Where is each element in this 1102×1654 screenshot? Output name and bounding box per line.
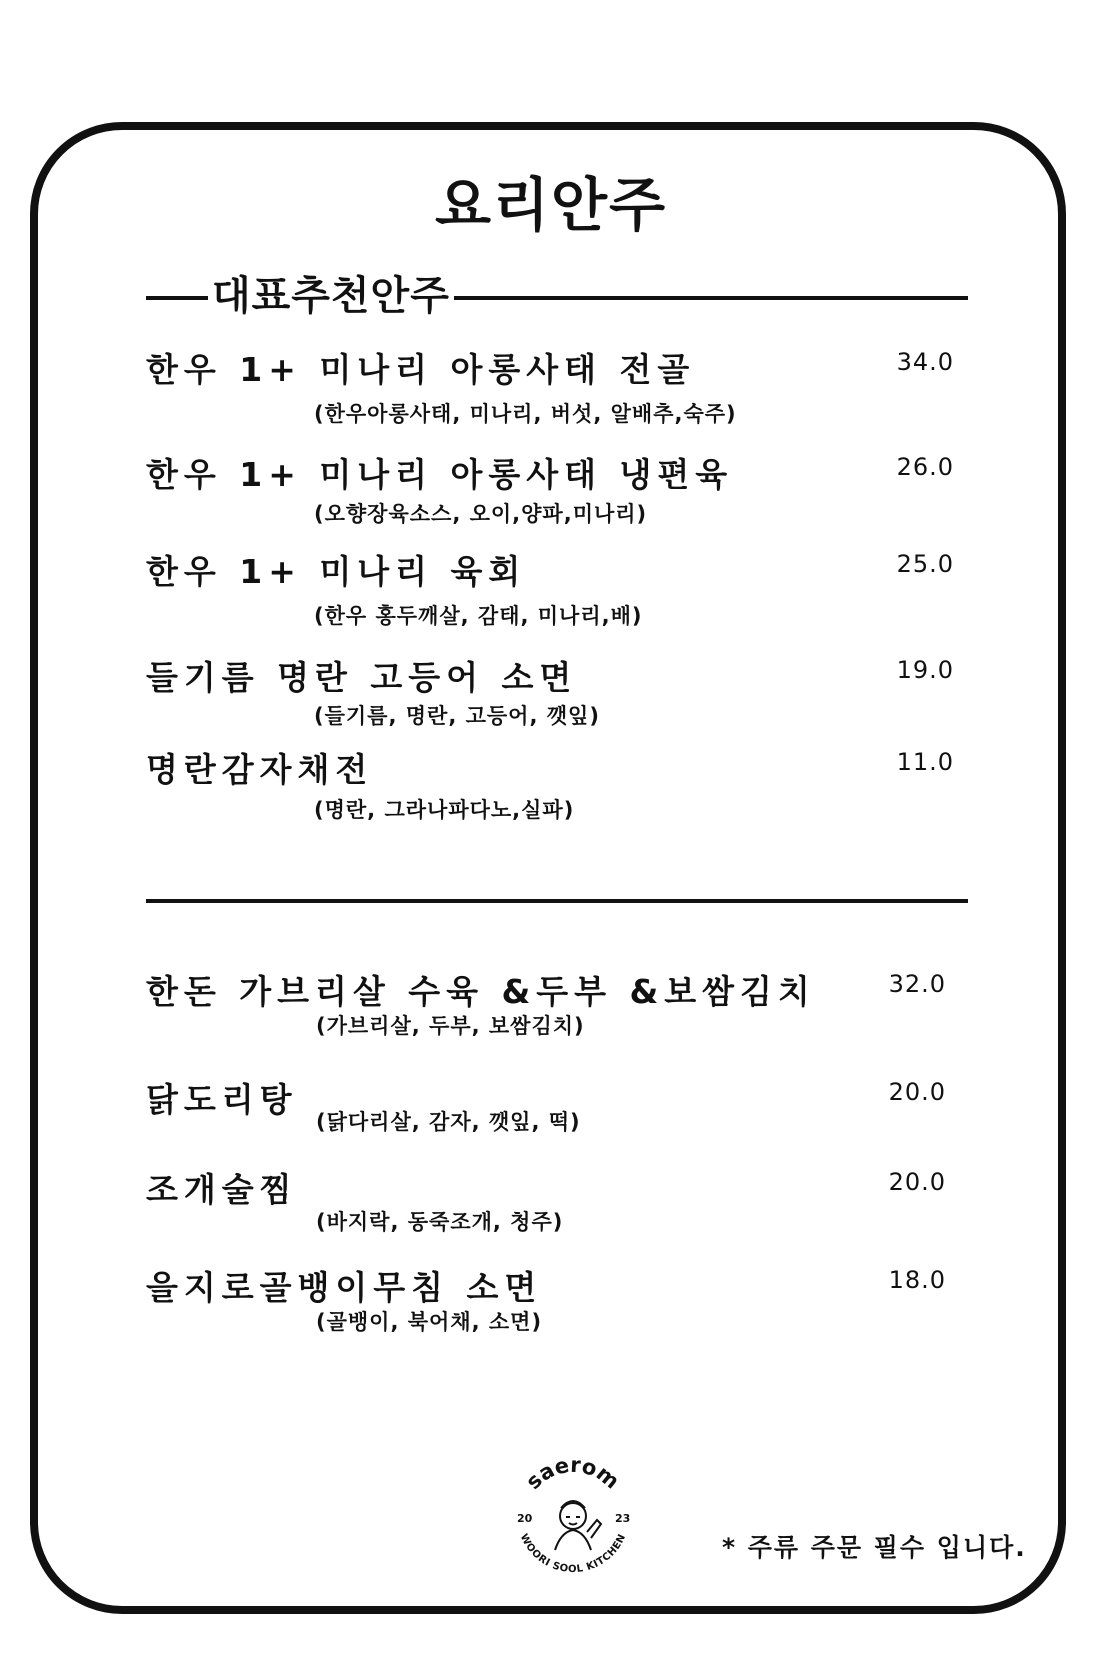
item-name: 닭도리탕 (146, 1080, 298, 1119)
item-name: 한우 1+ 미나리 아롱사태 전골 (146, 350, 696, 389)
item-description: (들기름, 명란, 고등어, 깻잎) (314, 704, 600, 728)
item-name: 한우 1+ 미나리 아롱사태 냉편육 (146, 455, 734, 494)
section-header (146, 264, 968, 319)
item-price: 34.0 (896, 348, 954, 376)
saerom-logo (503, 1450, 643, 1590)
item-description: (오향장육소스, 오이,양파,미나리) (314, 502, 648, 526)
item-price: 20.0 (888, 1078, 946, 1106)
item-name: 한우 1+ 미나리 육회 (146, 552, 527, 591)
item-description: (명란, 그라나파다노,실파) (314, 798, 575, 822)
chef-character-icon (555, 1501, 601, 1550)
item-price: 19.0 (896, 656, 954, 684)
item-price: 32.0 (888, 970, 946, 998)
item-name: 한돈 가브리살 수육 &두부 &보쌈김치 (146, 972, 816, 1011)
section-divider (146, 899, 968, 903)
item-description: (가브리살, 두부, 보쌈김치) (316, 1014, 585, 1038)
logo-brand: saerom (521, 1452, 624, 1494)
item-price: 25.0 (896, 550, 954, 578)
item-description: (바지락, 동죽조개, 청주) (316, 1210, 564, 1234)
item-price: 26.0 (896, 453, 954, 481)
order-note: * 주류 주문 필수 입니다. (722, 1533, 1027, 1562)
item-name: 을지로골뱅이무침 소면 (146, 1268, 543, 1307)
logo-tagline: WOORI SOOL KITCHEN (517, 1532, 629, 1576)
item-description: (한우 홍두깨살, 감태, 미나리,배) (314, 604, 643, 628)
header-rule-left (146, 296, 208, 300)
logo-year-left: 20 (517, 1512, 533, 1525)
item-description: (골뱅이, 북어채, 소면) (316, 1310, 543, 1334)
menu-title: 요리안주 (434, 171, 668, 239)
item-price: 20.0 (888, 1168, 946, 1196)
item-price: 18.0 (888, 1266, 946, 1294)
item-price: 11.0 (896, 748, 954, 776)
item-description: (닭다리살, 감자, 깻잎, 떡) (316, 1110, 581, 1134)
logo-year-right: 23 (615, 1512, 631, 1525)
item-name: 들기름 명란 고등어 소면 (146, 658, 578, 697)
item-description: (한우아롱사태, 미나리, 버섯, 알배추,숙주) (314, 402, 737, 426)
section-title: 대표추천안주 (212, 273, 450, 319)
header-rule-right (454, 296, 968, 300)
item-name: 조개술찜 (146, 1170, 298, 1209)
item-name: 명란감자채전 (146, 750, 374, 789)
